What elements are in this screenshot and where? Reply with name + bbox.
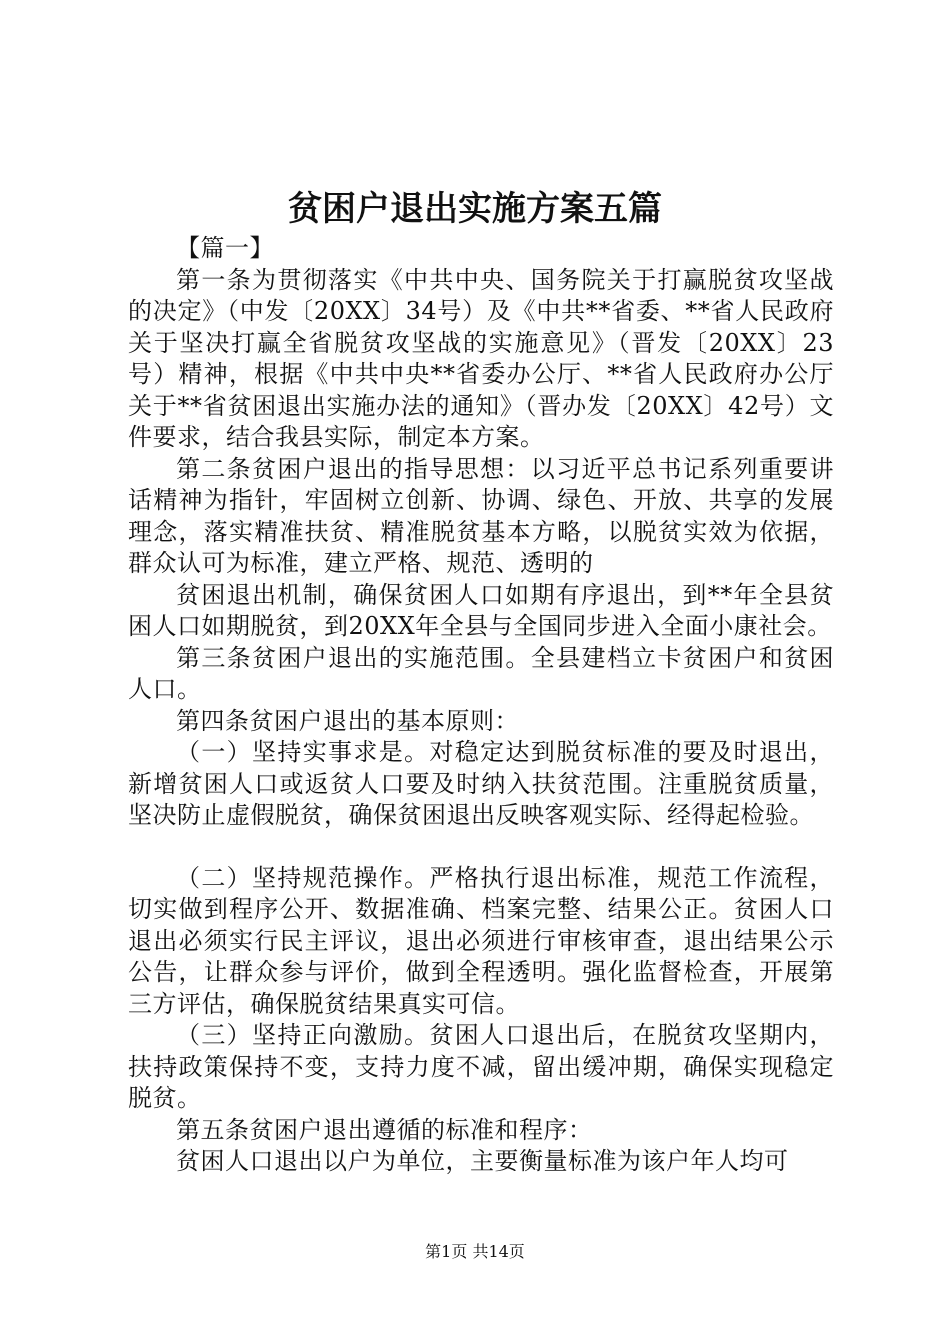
paragraph-article-5: 第五条贫困户退出遵循的标准和程序： [176, 1115, 593, 1144]
page-number: 第1页 共14页 [425, 1242, 525, 1261]
paragraph-principle-1: （一）坚持实事求是。对稳定达到脱贫标准的要及时退出，新增贫困人口或返贫人口要及时纳入扶贫范围。注重脱贫质量，坚决防止虚假脱贫，确保贫困退出反映客观实际、经得起检验。 [128, 738, 834, 829]
paragraph-principle-2: （二）坚持规范操作。严格执行退出标准，规范工作流程，切实做到程序公开、数据准确、档案完整、结果公正。贫困人口退出必须实行民主评议，退出必须进行审核审查，退出结果公示公告，让群众参与评价，做到全程透明。强化监督检查，开展第三方评估，确保脱贫结果真实可信。 [128, 863, 834, 1018]
paragraph-article-2: 第二条贫困户退出的指导思想：以习近平总书记系列重要讲话精神为指针，牢固树立创新、协调、绿色、开放、共享的发展理念，落实精准扶贫、精准脱贫基本方略，以脱贫实效为依据，群众认可为标准，建立严格、规范、透明的 [128, 454, 834, 577]
paragraph-article-5-cont: 贫困人口退出以户为单位，主要衡量标准为该户年人均可 [176, 1147, 789, 1175]
paragraph-article-3: 第三条贫困户退出的实施范围。全县建档立卡贫困户和贫困人口。 [128, 643, 834, 703]
paragraph-principle-3: （三）坚持正向激励。贫困人口退出后，在脱贫攻坚期内，扶持政策保持不变，支持力度不减，留出缓冲期，确保实现稳定脱贫。 [128, 1021, 834, 1112]
paragraph-article-1: 第一条为贯彻落实《中共中央、国务院关于打赢脱贫攻坚战的决定》（中发〔20XX〕34号）及《中共**省委、**省人民政府关于坚决打赢全省脱贫攻坚战的实施意见》（晋发〔20XX〕23号）精神，根据《中共中央**省委办公厅、**省人民政府办公厅关于**省贫困退出实施办法的通知》（晋办发〔20XX〕42号）文件要求，结合我县实际，制定本方案。 [128, 265, 834, 451]
document-body [128, 233, 834, 1178]
paragraph-article-4: 第四条贫困户退出的基本原则： [176, 706, 519, 735]
document-title: 贫困户退出实施方案五篇 [288, 189, 662, 229]
paragraph-article-2-cont: 贫困退出机制，确保贫困人口如期有序退出，到**年全县贫困人口如期脱贫，到20XX年全县与全国同步进入全面小康社会。 [128, 580, 834, 640]
section-heading: 【篇一】 [176, 234, 274, 262]
